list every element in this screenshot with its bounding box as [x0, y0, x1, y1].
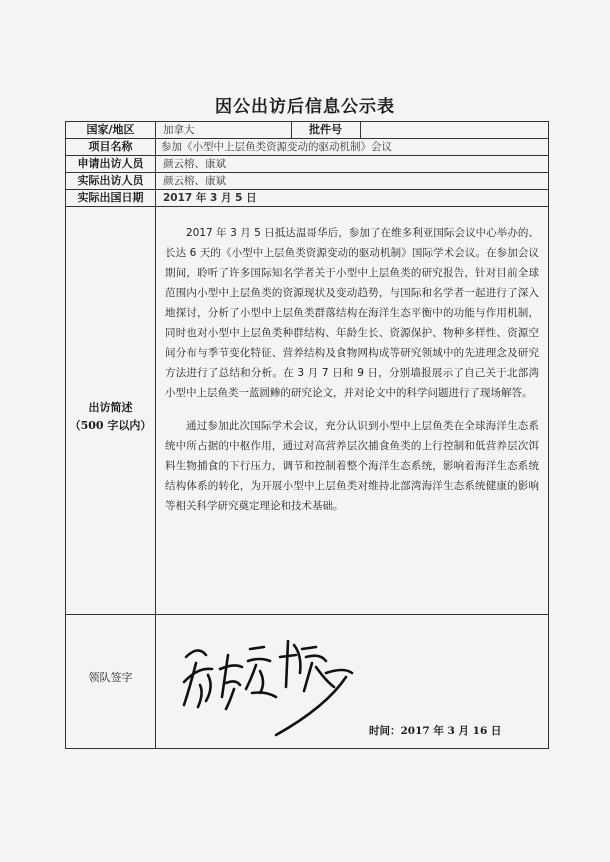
leader-signature-label: 领队签字 — [88, 671, 133, 684]
signature-date: 时间：2017 年 3 月 16 日 — [369, 725, 502, 737]
applicants-value: 颜云榕、康斌 — [163, 158, 226, 170]
summary-text — [165, 223, 539, 529]
summary-limit-label: （500 字以内） — [69, 419, 152, 432]
departure-date-value: 2017 年 3 月 5 日 — [163, 192, 257, 204]
country-label: 国家/地区 — [86, 123, 135, 136]
actual-members-label: 实际出访人员 — [77, 174, 144, 187]
page-title: 因公出访后信息公示表 — [215, 97, 395, 117]
column-divider — [155, 122, 156, 749]
departure-date-label: 实际出国日期 — [77, 191, 144, 204]
project-value: 参加《小型中上层鱼类资源变动的驱动机制》会议 — [161, 141, 392, 153]
column-divider — [360, 122, 361, 138]
approval-number-label: 批件号 — [309, 123, 342, 136]
handwritten-signature — [176, 627, 356, 737]
applicants-label: 申请出访人员 — [77, 157, 144, 170]
summary-paragraph: 通过参加此次国际学术会议，充分认识到小型中上层鱼类在全球海洋生态系统中所占据的中枢作用，通过对高营养层次捕食鱼类的上行控制和低营养层次饵料生物捕食的下行压力，调节和控制着整个海洋生态系统，影响着海洋生态系统结构体系的转化，为开展小型中上层鱼类对维持北部湾海洋生态系统健康的影响等相关科学研究奠定理论和技术基础。 — [165, 420, 539, 512]
actual-members-value: 颜云榕、康斌 — [163, 175, 226, 187]
summary-label: 出访简述 — [88, 401, 133, 414]
info-form — [65, 121, 549, 749]
project-label: 项目名称 — [88, 140, 133, 153]
summary-paragraph: 2017 年 3 月 5 日抵达温哥华后，参加了在维多利亚国际会议中心举办的、长达 6 天的《小型中上层鱼类资源变动的驱动机制》国际学术会议。在参加会议期间，聆听了许多国际知名学者关于小型中上层鱼类的研究报告，针对目前全球范围内小型中上层鱼类的资源现状及变动趋势，与国际和名学者一起进行了深入地探讨，分析了小型中上层鱼类群落结构在海洋生态平衡中的功能与作用机制，同时也对小型中上层鱼类种群结构、年龄生长、资源保护、物种多样性、资源空间分布与季节变化特征、营养结构及食物网构成等研究领域中的先进理念及研究方法进行了总结和分析。在 3 月 7 日和 9 日，分别墙报展示了自己关于北部湾小型中上层鱼类一蓝圆鲹的研究论文，并对论文中的科学问题进行了现场解答。 — [165, 227, 539, 399]
row-divider — [66, 614, 548, 615]
row-divider — [66, 206, 548, 207]
country-value: 加拿大 — [163, 124, 195, 136]
